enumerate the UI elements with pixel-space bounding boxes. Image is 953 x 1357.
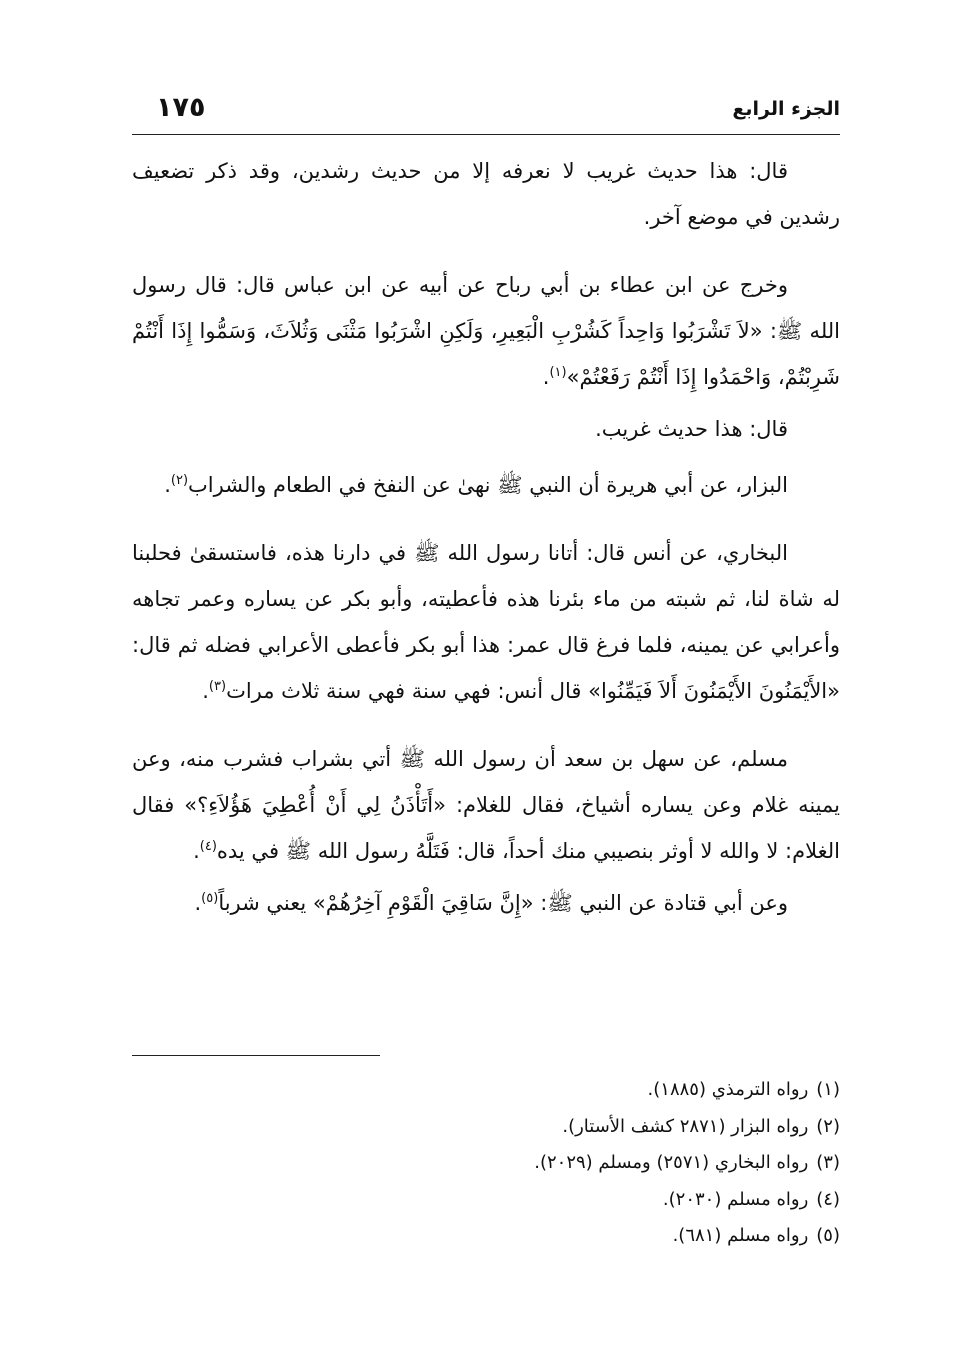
main-text [132,148,840,926]
paragraph-5 [132,530,840,714]
footnote-text: رواه البزار (٢٨٧١ كشف الأستار). [562,1115,809,1137]
paragraph-end: . [193,839,200,863]
footnote-text: رواه الترمذي (١٨٨٥). [647,1079,809,1100]
footnote-text: رواه البخاري (٢٥٧١) ومسلم (٢٠٢٩). [534,1152,809,1173]
running-header [132,92,840,132]
footnote-number: (٣) [816,1152,840,1173]
footnote-item [132,1072,840,1109]
footnote-ref: (٣) [208,679,227,694]
footnote-text: رواه مسلم (٢٠٣٠). [662,1188,809,1210]
paragraph-text: » فقال الغلام: لا والله لا أوثر بنصيبي منك أحداً، قال: فَتَلَّهُ رسول الله ﷺ في يده [132,793,840,863]
hadith-quote: الأَيْمَنُونَ الأَيْمَنُونَ أَلاَ فَيَمِّنُوا [600,679,828,703]
paragraph-1 [132,148,840,240]
paragraph-2 [132,262,840,400]
hadith-quote: إِنَّ سَاقِيَ الْقَوْمِ آخِرُهُمْ [325,891,521,915]
paragraph-7 [132,880,840,926]
page-number: ١٧٥ [156,92,206,123]
paragraph-text: وخرج عن ابن عطاء بن أبي رباح عن أبيه عن ابن عباس قال: قال رسول الله ﷺ: « [132,273,840,343]
footnote-text: رواه مسلم (٦٨١). [672,1225,809,1246]
footnote-number: (٤) [816,1188,840,1210]
book-page [132,0,840,1357]
footnote-ref: (١) [549,365,567,380]
footnote-item [132,1109,840,1146]
footnote-item [132,1218,840,1255]
footnote-ref: (٤) [199,839,217,854]
paragraph-text: البخاري، عن أنس قال: أتانا رسول الله ﷺ في دارنا هذه، فاستسقىٰ فحلبنا له شاة لنا، ثم شبته من ماء بئرنا هذه فأعطيته، وأبو بكر عن يساره وعمر تجاهه وأعرابي عن يمينه، فلما فرغ قال عمر: هذا أبو بكر فأعطى الأعرابي فضله ثم قال: « [132,541,840,703]
quote-close: » [566,365,580,389]
paragraph-text: قال: هذا حديث غريب لا نعرفه إلا من حديث رشدين، وقد ذكر تضعيف رشدين في موضع آخر. [132,159,840,229]
paragraph-text: مسلم، عن سهل بن سعد أن رسول الله ﷺ أتي بشراب فشرب منه، وعن يمينه غلام وعن يساره أشياخ، فقال للغلام: « [132,747,840,817]
hadith-quote: أَتَأْذَنُ لِي أَنْ أُعْطِيَ هَؤُلاَءِ؟ [197,793,434,817]
paragraph-end: . [542,365,550,389]
paragraph-3 [132,406,840,452]
paragraph-text: » يعني شرباً [218,891,326,915]
footnote-ref: (٢) [170,473,189,488]
paragraph-text: » قال أنس: فهي سنة فهي سنة ثلاث مرات [226,679,601,703]
header-divider [132,134,840,135]
footnote-number: (٢) [816,1115,840,1137]
section-title: الجزء الرابع [732,98,840,120]
footnote-item [132,1182,840,1219]
footnotes-list [132,1072,840,1255]
paragraph-text: وعن أبي قتادة عن النبي ﷺ: « [520,891,788,915]
footnote-number: (٥) [816,1225,840,1246]
paragraph-6 [132,736,840,874]
paragraph-text: البزار، عن أبي هريرة أن النبي ﷺ نهىٰ عن النفخ في الطعام والشراب [188,473,788,497]
footnote-divider [132,1055,380,1056]
hadith-quote: لاَ تَشْرَبُوا وَاحِداً كَشُرْبِ الْبَعِيرِ، وَلَكِنِ اشْرَبُوا مَثْنَى وَثُلاَثَ، وَسَمُّوا إِذَا أَنْتُمْ شَرِبْتُمْ، وَاحْمَدُوا إِذَا أَنْتُمْ رَفَعْتُمْ [132,319,840,389]
paragraph-end: . [164,473,171,497]
paragraph-text: قال: هذا حديث غريب. [595,417,788,441]
footnote-item [132,1145,840,1182]
footnote-number: (١) [816,1079,840,1100]
paragraph-end: . [202,679,209,703]
paragraph-end: . [194,891,202,915]
paragraph-4 [132,462,840,508]
footnote-ref: (٥) [201,891,219,906]
